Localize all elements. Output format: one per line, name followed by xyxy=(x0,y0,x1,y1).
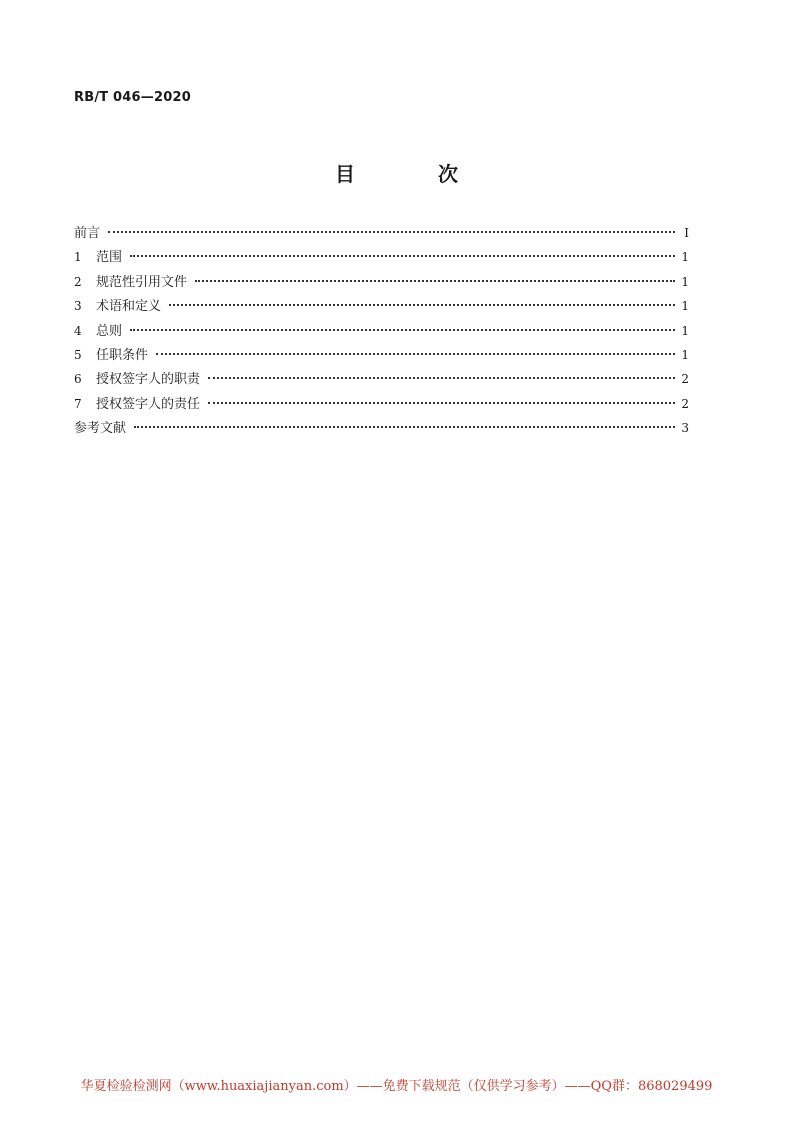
toc-entry-page: 3 xyxy=(681,421,689,436)
toc-entry-normative-references[interactable] xyxy=(74,274,689,298)
toc-leader-dots xyxy=(195,280,675,282)
toc-entry-general[interactable] xyxy=(74,323,689,347)
toc-entry-label: 规范性引用文件 xyxy=(96,274,188,290)
toc-entry-page: 1 xyxy=(681,274,689,289)
toc-entry-scope[interactable] xyxy=(74,249,689,273)
toc-entry-duties[interactable] xyxy=(74,371,689,395)
toc-entry-number: 1 xyxy=(74,250,82,265)
toc-entry-qualifications[interactable] xyxy=(74,347,689,371)
toc-entry-label: 总则 xyxy=(96,323,123,339)
toc-entry-number: 5 xyxy=(74,347,82,362)
toc-leader-dots xyxy=(169,304,675,306)
toc-leader-dots xyxy=(130,255,675,257)
toc-entry-responsibilities[interactable] xyxy=(74,396,689,420)
footer-watermark-text: 华夏检验检测网（www.huaxiajianyan.com）——免费下载规范（仅供学习参考）——QQ群：868029499 xyxy=(80,1079,713,1094)
toc-entry-label: 前言 xyxy=(74,226,101,241)
toc-entry-label: 范围 xyxy=(96,250,123,266)
toc-entry-label: 任职条件 xyxy=(96,347,149,363)
toc-entry-number: 3 xyxy=(74,299,82,314)
toc-entry-bibliography[interactable] xyxy=(74,420,689,444)
toc-entry-label: 授权签字人的职责 xyxy=(96,372,201,388)
toc-entry-page: 2 xyxy=(681,372,689,387)
toc-leader-dots xyxy=(134,426,675,428)
toc-entry-number: 7 xyxy=(74,396,82,411)
toc-leader-dots xyxy=(130,329,675,331)
table-of-contents xyxy=(74,225,689,445)
document-code: RB/T 046—2020 xyxy=(74,90,191,105)
toc-entry-page: Ⅰ xyxy=(684,226,689,240)
toc-entry-number: 6 xyxy=(74,372,82,387)
toc-leader-dots xyxy=(208,402,675,404)
toc-leader-dots xyxy=(108,231,675,233)
toc-entry-foreword[interactable] xyxy=(74,225,689,249)
toc-title: 目 次 xyxy=(335,162,496,186)
toc-leader-dots xyxy=(208,377,675,379)
toc-entry-page: 1 xyxy=(681,299,689,314)
toc-leader-dots xyxy=(156,353,675,355)
toc-entry-number: 2 xyxy=(74,274,82,289)
toc-entry-label: 参考文献 xyxy=(74,421,127,437)
toc-entry-page: 1 xyxy=(681,250,689,265)
toc-entry-label: 术语和定义 xyxy=(96,299,162,315)
toc-entry-label: 授权签字人的责任 xyxy=(96,396,201,412)
toc-entry-page: 1 xyxy=(681,323,689,338)
toc-entry-number: 4 xyxy=(74,323,82,338)
toc-entry-page: 2 xyxy=(681,396,689,411)
toc-entry-terms-definitions[interactable] xyxy=(74,298,689,322)
toc-entry-page: 1 xyxy=(681,347,689,362)
